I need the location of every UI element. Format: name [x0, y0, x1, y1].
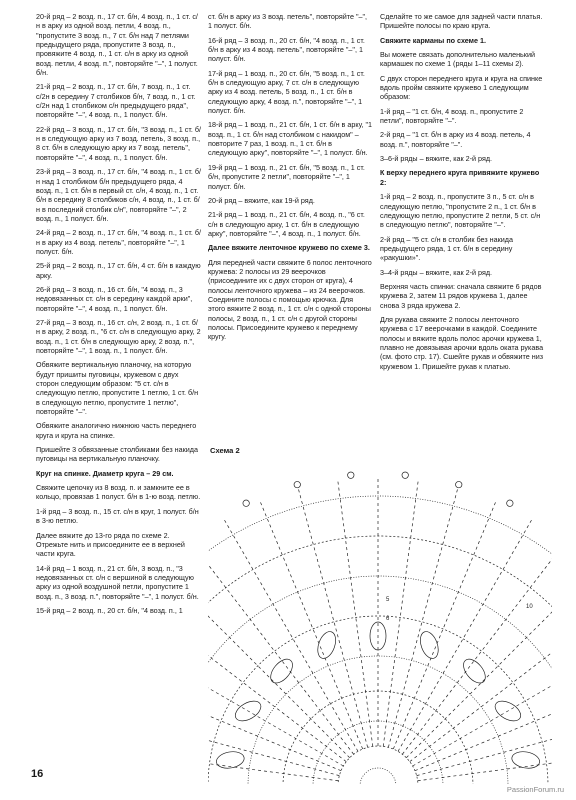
text-column-middle: [208, 12, 372, 347]
diagram-stroke: [294, 481, 300, 487]
page-number: 16: [31, 768, 44, 780]
paragraph: Обвяжите вертикальную планочку, на которую будут пришиты пуговицы, кружевом с двух сторон следующим образом: "5 ст. с/н в следующую петлю, пропустите 1 петлю, 1 ст. б/н в следующую петлю, пропустите 1 петлю", повторяйте "–".: [36, 360, 199, 417]
diagram-stroke: [456, 481, 462, 487]
diagram-stroke: [417, 706, 552, 776]
diagram-stroke: [360, 768, 396, 784]
diagram-stroke: [208, 540, 354, 754]
diagram-label: 6: [386, 616, 390, 622]
diagram-stroke: [418, 746, 552, 781]
paragraph: 14-й ряд – 1 возд. п., 21 ст. б/н, 3 возд. п., "3 недовязанных ст. с/н с вершиной в следующую арку из одной воздушной петли, пропустите 1 возд. п., 3 возд. п.", повторяйте "–", 1 полуст. б/н.: [36, 563, 199, 601]
paragraph: 2-й ряд – "5 ст. с/н в столбик без накида предыдущего ряда, 1 ст. б/н в середину «ракушки»".: [380, 234, 513, 263]
paragraph: 27-й ряд – 3 возд. п., 16 ст. с/н, 2 возд. п., 1 ст. б/н в арку, 2 возд. п., "6 ст. с/н в следующую арку, 2 возд. п., 1 ст. б/н в следующую арку, 2 возд. п.", повторяйте "–", 1 возд. п., 1 полуст. б/н.: [36, 317, 201, 355]
diagram-stroke: [415, 667, 552, 770]
paragraph: 2-й ряд – "1 ст. б/н в арку из 4 возд. петель, 4 возд. п.", повторяйте "–".: [380, 130, 531, 149]
diagram-label: 5: [386, 597, 390, 603]
diagram-stroke: [413, 631, 552, 766]
paragraph: ст. б/н в арку из 3 возд. петель", повторяйте "–", 1 полуст. б/н.: [208, 12, 368, 31]
paragraph: 20-й ряд – вяжите, как 19-й ряд.: [208, 195, 315, 205]
text-column-left: [36, 12, 201, 620]
paragraph: 24-й ряд – 2 возд. п., 17 ст. б/н, "4 возд. п., 1 ст. б/н в арку из 4 возд. петель", повторяйте "–", 1 полуст. б/н.: [36, 228, 201, 256]
paragraph: Для рукава свяжите 2 полосы ленточного кружева с 17 веерочками в каждой. Соедините полосы и вяжите вдоль полос арочки кружева 1, плавно не довязывая арочки вдоль оката рукава (см. фото стр. 17). Сшейте рукав и обвяжите низ кружевом 1. Пришейте рукав к платью.: [380, 314, 544, 371]
paragraph: Сделайте то же самое для задней части платья. Пришейте полосы по краю круга.: [380, 12, 543, 31]
diagram-stroke: [338, 746, 418, 784]
diagram-stroke: [208, 706, 339, 776]
diagram-stroke: [410, 597, 552, 761]
diagram-stroke: [208, 746, 338, 781]
paragraph: 18-й ряд – 1 возд. п., 21 ст. б/н, 1 ст. б/н в арку, "1 возд. п., 1 ст. б/н над столбиком с накидом" – повторите 7 раз, 1 возд. п., 1 ст. б/н в следующую арку", повторяйте "–", 1 полуст. б/н.: [208, 120, 373, 158]
paragraph: 1-й ряд – 3 возд. п., 15 ст. с/н в круг, 1 полуст. б/н в 3-ю петлю.: [36, 506, 199, 526]
paragraph: 20-й ряд – 2 возд. п., 17 ст. б/н, 4 возд. п., 1 ст. с/н в арку из одной возд. петли, 4 возд. п., "пропустите 3 возд. п., 7 ст. б/н над 7 петлями предыдущего ряда, пропустите 3 возд. п., провяжите 4 возд. п., 1 ст. с/н в арку из одной возд. петли, 4 возд. п.", повторяйте "–", 1 полуст. б/н.: [36, 12, 198, 78]
paragraph: 3–6-й ряды – вяжите, как 2-й ряд.: [380, 154, 493, 164]
paragraph: 23-й ряд – 3 возд. п., 17 ст. б/н, "4 возд. п., 1 ст. б/н над 1 столбиком б/н предыдущего ряда, 4 возд. п., 1 ст. б/н в первый ст. с/н, 4 возд. п., 1 ст. б/н в середину 8 столбиков с/н, 4 возд. п., 1 ст. б/н в последний столбик с/н", повторяйте "–", 2 возд. п., 1 полуст. б/н.: [36, 167, 201, 223]
paragraph: 16-й ряд – 3 возд. п., 20 ст. б/н, "4 возд. п., 1 ст. б/н в арку из 4 возд. петель", повторяйте "–", 1 полуст. б/н.: [208, 35, 365, 64]
paragraph: Для передней части свяжите 6 полос ленточного кружева: 2 полосы из 29 веерочков (присоедините их с двух сторон от круга), 4 полосы ленточного кружева – из 24 веерочков. Соедините полосы с помощью крючка. Для этого вяжите 2 возд. п., 1 ст. с/н с одной стороны полосы, 2 возд. п., 1 ст. с/н с другой стороны полосы. Присоедините кружево к переднему кругу.: [208, 257, 372, 342]
paragraph: 15-й ряд – 2 возд. п., 20 ст. б/н, "4 возд. п., 1: [36, 605, 183, 615]
paragraph: Вы можете связать дополнительно маленький кармашек по схеме 1 (ряды 1–11 схемы 2).: [380, 50, 535, 69]
paragraph: 26-й ряд – 3 возд. п., 16 ст. б/н, "4 возд. п., 3 недовязанных ст. с/н в середину каждой арки", повторяйте "–", 4 возд. п., 1 полуст. б/н.: [36, 284, 193, 313]
diagram-stroke: [215, 750, 245, 771]
scheme-label: Схема 2: [210, 446, 240, 455]
diagram-stroke: [208, 536, 552, 784]
diagram-stroke: [459, 655, 489, 687]
paragraph: 25-й ряд – 2 возд. п., 17 ст. б/н, 4 ст. б/н в каждую арку.: [36, 261, 201, 280]
paragraph: 21-й ряд – 2 возд. п., 17 ст. б/н, 7 возд. п., 1 ст. с/2н в середину 7 столбиков б/н, 7 возд. п., 1 ст. с/2н над 1 столбиком с/н предыдущего ряда", повторяйте "–", 4 возд. п., 1 полуст. б/н.: [36, 82, 196, 120]
paragraph: 1-й ряд – 2 возд. п., пропустите 3 п., 5 ст. с/н в следующую петлю, "пропустите 2 п., 1 ст. б/н в следующую петлю, пропустите 2 петли, 5 ст. с/н в следующую петлю", повторяйте "–".: [380, 192, 541, 230]
diagram-stroke: [402, 472, 408, 478]
paragraph: Верхняя часть спинки: сначала свяжите 6 рядов кружева 2, затем 11 рядов кружева 1, далее снова 3 ряда кружева 2.: [380, 281, 542, 310]
paragraph: 21-й ряд – 1 возд. п., 21 ст. б/н, 4 возд. п., "6 ст. с/н в следующую арку, 1 ст. б/н в следующую арку", повторяйте "–", 4 возд. п., 1 полуст. б/н.: [208, 210, 365, 238]
diagram-stroke: [313, 721, 443, 784]
paragraph: Свяжите цепочку из 8 возд. п. и замкните ее в кольцо, провязав 1 полуст. б/н в 1-ю возд. петлю.: [36, 483, 201, 502]
diagram-stroke: [314, 629, 339, 661]
paragraph: Далее вяжите ленточное кружево по схеме 3.: [208, 243, 370, 253]
diagram-stroke: [208, 597, 346, 761]
paragraph: 22-й ряд – 3 возд. п., 17 ст. б/н, "3 возд. п., 1 ст. б/н в следующую арку из 7 возд. петель, 3 возд. п., 8 ст. б/н в следующую арку из 7 возд. петель", повторяйте "–", 4 возд. п., 1 полуст. б/н.: [36, 124, 201, 162]
diagram-stroke: [266, 655, 296, 687]
paragraph: 19-й ряд – 1 возд. п., 21 ст. б/н, "5 возд. п., 1 ст. б/н, пропустите 2 петли", повторяйте "–", 1 полуст. б/н.: [208, 162, 365, 191]
paragraph: 17-й ряд – 1 возд. п., 20 ст. б/н, "5 возд. п., 1 ст. б/н в следующую арку, 7 ст. с/н в следующую арку из 4 возд. петель, 5 возд. п., 1 ст. б/н в следующую арку, 4 возд. п.", повторяйте "–", 1 полуст. б/н.: [208, 68, 365, 116]
diagram-stroke: [507, 500, 513, 506]
diagram-stroke: [417, 629, 442, 661]
diagram-stroke: [338, 479, 373, 747]
watermark: PassionForum.ru: [506, 785, 564, 794]
diagram-stroke: [406, 567, 552, 758]
crochet-diagram: [208, 456, 552, 784]
paragraph: 3–4-й ряды – вяжите, как 2-й ряд.: [380, 267, 493, 277]
diagram-stroke: [383, 479, 418, 747]
paragraph: К верху переднего круга привяжите кружево 2:: [380, 168, 540, 187]
diagram-label: 10: [526, 604, 533, 610]
paragraph: 1-й ряд – "1 ст. б/н, 4 возд. п., пропустите 2 петли", повторяйте "–".: [380, 106, 524, 126]
diagram-stroke: [511, 750, 541, 771]
paragraph: Далее вяжите до 13-го ряда по схеме 2. Отрежьте нить и присоедините ее в верхней части круга.: [36, 530, 185, 559]
paragraph: С двух сторон переднего круга и круга на спинке вдоль пройм свяжите кружево 1 следующим образом:: [380, 73, 543, 102]
diagram-stroke: [208, 576, 552, 784]
text-column-right: [380, 12, 545, 376]
diagram-stroke: [402, 540, 552, 754]
diagram-stroke: [348, 472, 354, 478]
section-heading: Круг на спинке. Диаметр круга – 29 см.: [36, 468, 174, 478]
diagram-stroke: [243, 500, 249, 506]
paragraph: Обвяжите аналогично нижнюю часть переднего круга и круга на спинке.: [36, 421, 197, 440]
diagram-stroke: [208, 496, 552, 784]
paragraph: Свяжите карманы по схеме 1.: [380, 35, 486, 45]
paragraph: Пришейте 3 обвязанные столбиками без накида пуговицы на вертикальную планочку.: [36, 445, 198, 464]
